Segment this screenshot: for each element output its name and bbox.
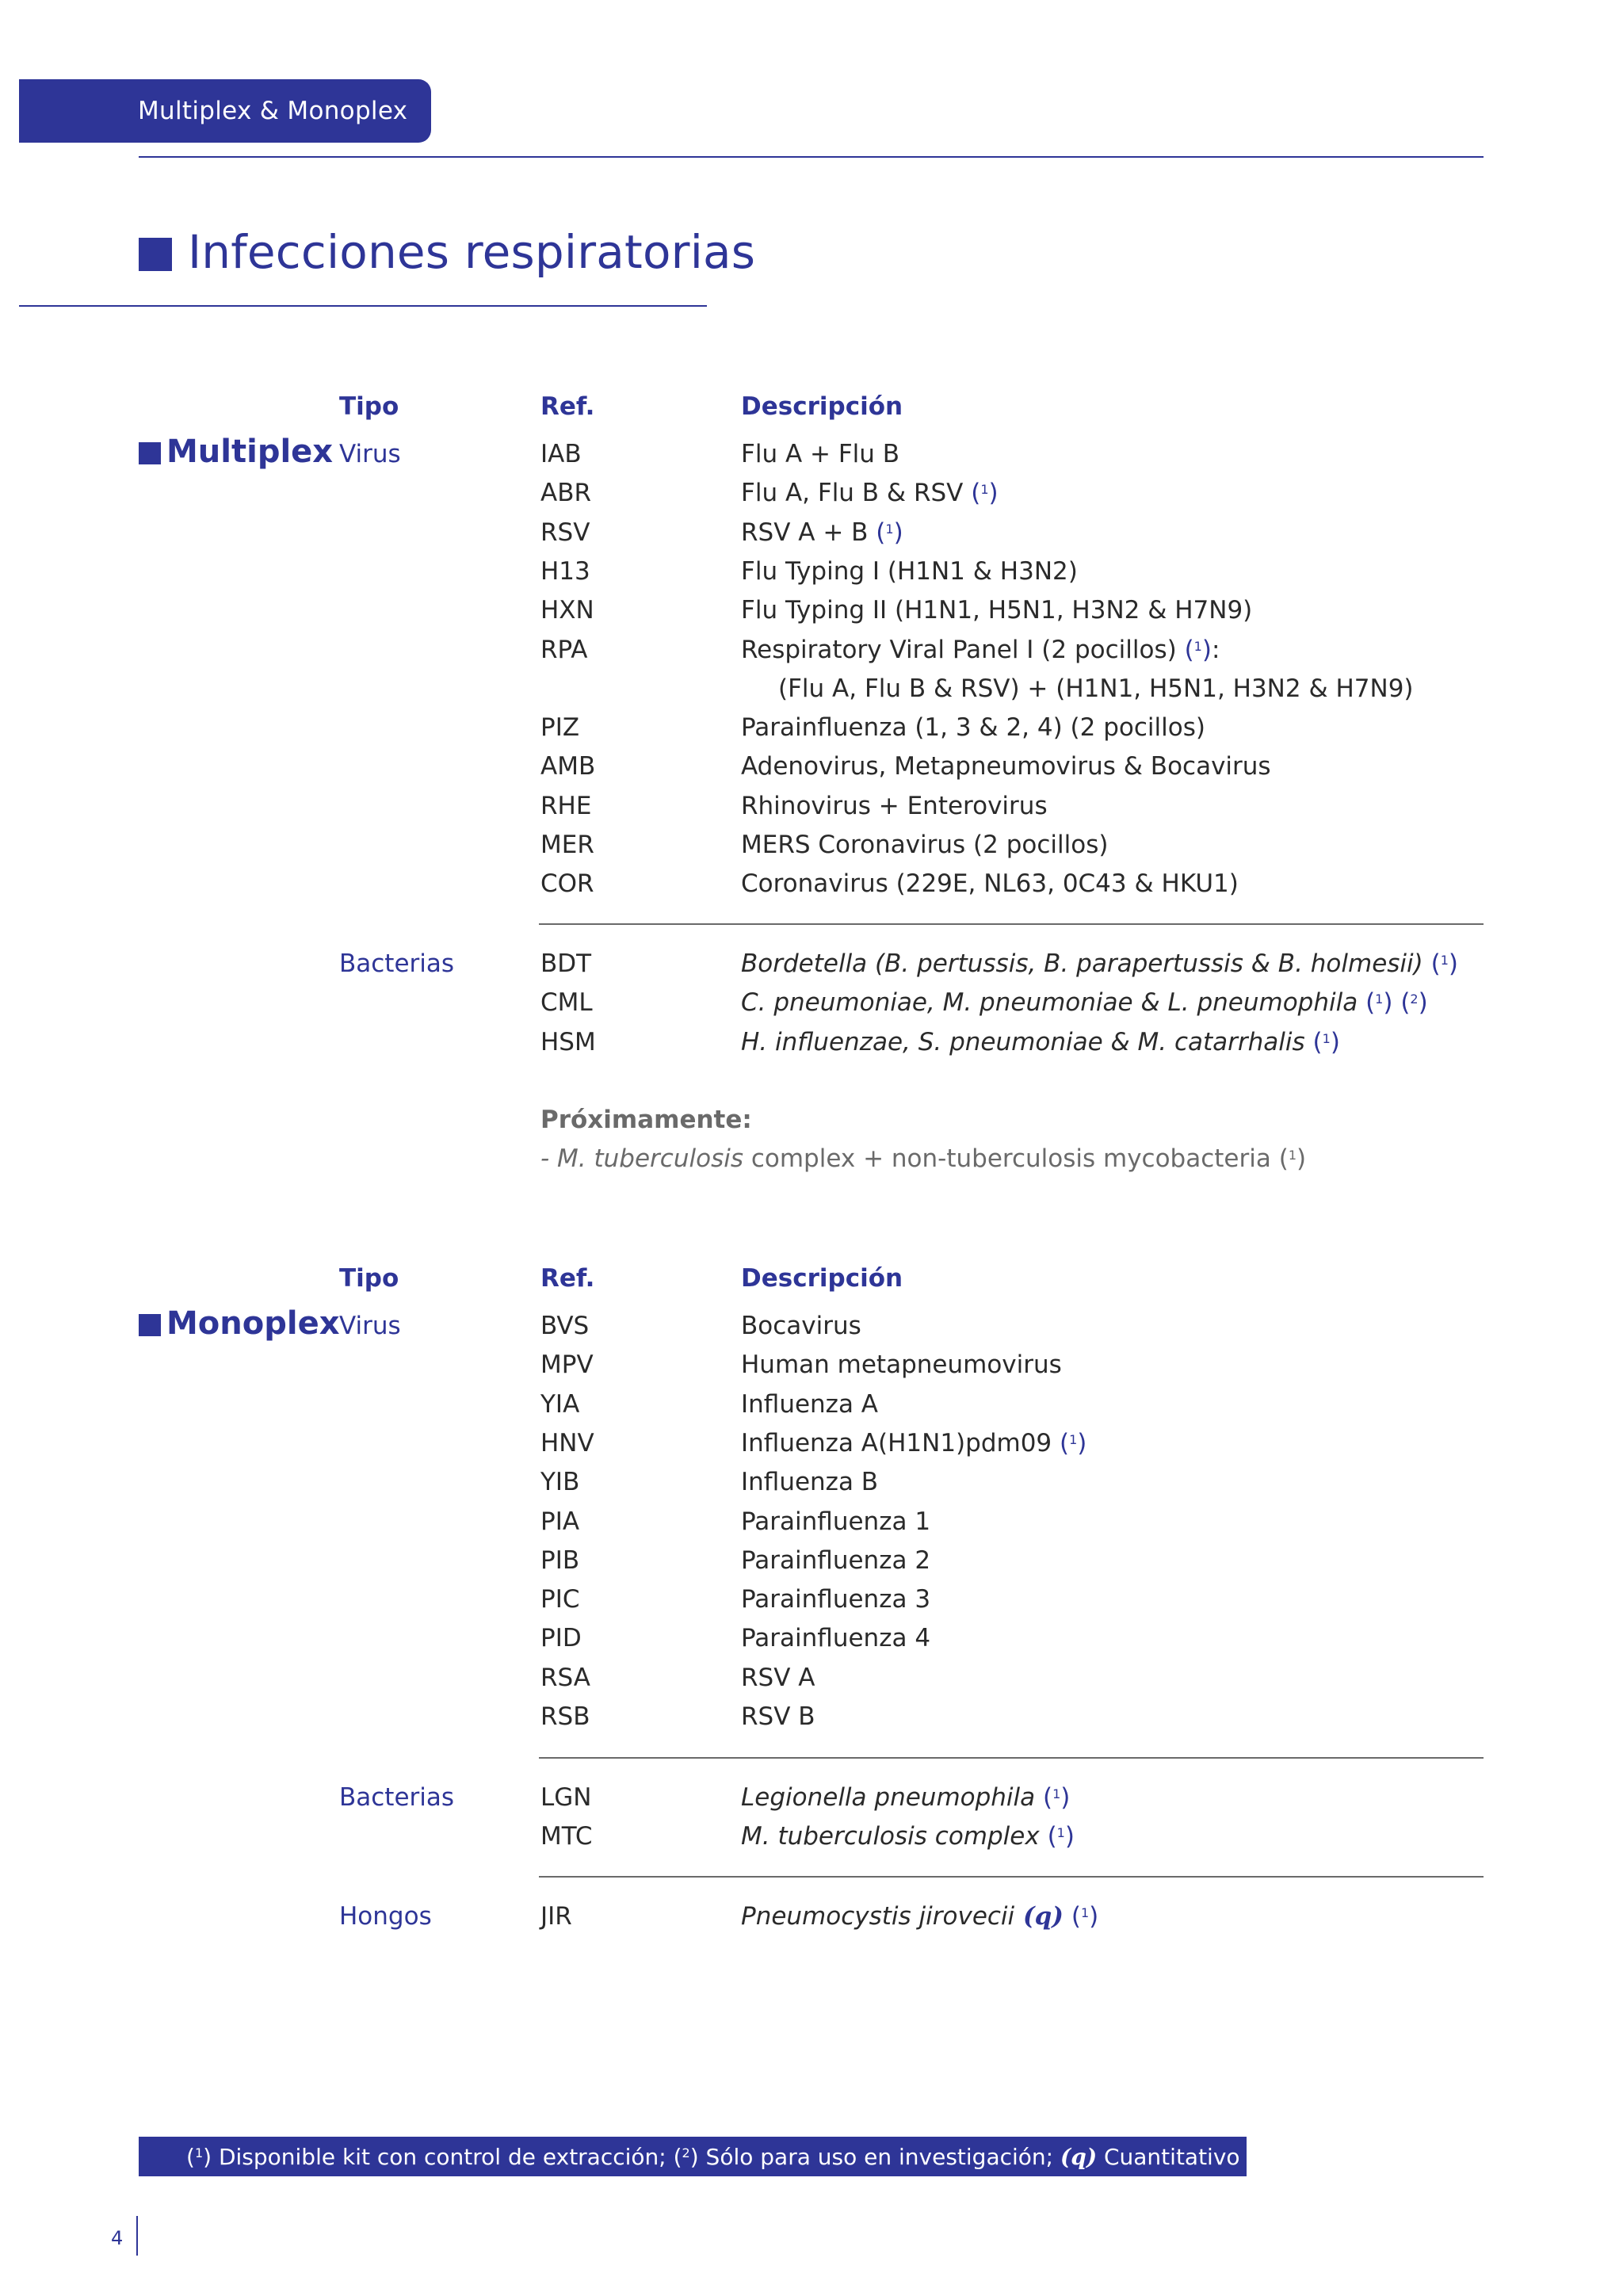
- description: Parainfluenza 2: [741, 1545, 931, 1575]
- table-row: [0, 557, 1623, 596]
- ref-code: RSB: [540, 1702, 590, 1731]
- table-row: [0, 869, 1623, 908]
- soon-label: Próximamente:: [540, 1106, 752, 1134]
- monoplex-divider-2: [539, 1876, 1484, 1878]
- ref-code: COR: [540, 869, 594, 899]
- table-row: [0, 1350, 1623, 1389]
- table-row: [0, 479, 1623, 518]
- description: Flu A + Flu B: [741, 440, 900, 468]
- ref-code: PIZ: [540, 713, 580, 743]
- footnote-ref: ($^1$): [1176, 635, 1212, 664]
- table-row: [0, 752, 1623, 791]
- description: C. pneumoniae, M. pneumoniae & L. pneumophila ($^1$) ($^2$): [741, 988, 1428, 1018]
- ref-code: BDT: [540, 949, 592, 978]
- page-number: 4: [111, 2227, 124, 2249]
- table-row: [0, 988, 1623, 1027]
- description: Flu Typing II (H1N1, H5N1, H3N2 & H7N9): [741, 596, 1253, 625]
- col-header-tipo: Tipo: [339, 1264, 399, 1293]
- footnote-text: ($^1$) Disponible kit con control de extracción; ($^2$) Sólo para uso en investigación; (q) Cuantitativo: [186, 2144, 1240, 2170]
- description: Influenza B: [741, 1468, 879, 1497]
- page-number-bar: [136, 2216, 138, 2256]
- description: RSV A + B ($^1$): [741, 518, 903, 547]
- table-row: [0, 636, 1623, 674]
- ref-code: HXN: [540, 596, 594, 625]
- section-tab: [19, 79, 431, 143]
- soon-item: - M. tuberculosis complex + non-tuberculosis mycobacteria ($^1$): [540, 1144, 1307, 1173]
- table-row: [0, 1429, 1623, 1468]
- footnote-ref: ($^1$): [1035, 1783, 1071, 1812]
- ref-code: HNV: [540, 1428, 594, 1457]
- description: MERS Coronavirus (2 pocillos): [741, 831, 1109, 859]
- footnote-ref: ($^1$): [1358, 988, 1393, 1018]
- monoplex-divider-1: [539, 1757, 1484, 1759]
- table-row: [0, 949, 1623, 988]
- description: Flu A, Flu B & RSV ($^1$): [741, 479, 999, 508]
- footnote-ref: ($^1$): [1063, 1902, 1099, 1931]
- multiplex-title: Multiplex: [166, 434, 334, 470]
- ref-code: MER: [540, 831, 594, 859]
- footnote-ref: ($^1$): [868, 518, 903, 547]
- table-row: [0, 674, 1623, 713]
- multiplex-bacterias-label: Bacterias: [339, 949, 455, 978]
- description: Bocavirus: [741, 1312, 861, 1340]
- description: Respiratory Viral Panel I (2 pocillos) ($^1$):: [741, 635, 1220, 664]
- table-row: [0, 1312, 1623, 1350]
- description: Parainfluenza 3: [741, 1585, 931, 1614]
- ref-code: LGN: [540, 1783, 592, 1812]
- description: Rhinovirus + Enterovirus: [741, 791, 1048, 820]
- footnote-ref: ($^1$): [1039, 1822, 1075, 1851]
- multiplex-divider: [539, 923, 1484, 925]
- header-rule: [139, 156, 1484, 158]
- description: H. influenzae, S. pneumoniae & M. catarrhalis ($^1$): [741, 1027, 1340, 1056]
- table-row: [0, 1664, 1623, 1702]
- monoplex-virus-label: Virus: [339, 1312, 401, 1340]
- ref-code: HSM: [540, 1027, 596, 1056]
- col-header-descripcion: Descripción: [741, 392, 903, 421]
- description: Parainfluenza (1, 3 & 2, 4) (2 pocillos): [741, 713, 1205, 743]
- description: Coronavirus (229E, NL63, 0C43 & HKU1): [741, 869, 1239, 899]
- ref-code: BVS: [540, 1312, 590, 1340]
- table-row: [0, 792, 1623, 831]
- col-header-descripcion: Descripción: [741, 1264, 903, 1293]
- table-row: [0, 518, 1623, 557]
- ref-code: YIA: [540, 1389, 580, 1419]
- table-row: [0, 1028, 1623, 1067]
- description: Parainfluenza 1: [741, 1507, 931, 1536]
- description: Parainfluenza 4: [741, 1624, 931, 1653]
- description: Adenovirus, Metapneumovirus & Bocavirus: [741, 752, 1271, 781]
- description: RSV A: [741, 1663, 815, 1692]
- title-bullet-icon: [139, 238, 172, 271]
- ref-code: IAB: [540, 440, 582, 468]
- ref-code: CML: [540, 988, 593, 1018]
- table-row: [0, 596, 1623, 635]
- col-header-ref: Ref.: [540, 1264, 595, 1293]
- footnote-ref: ($^2$): [1392, 988, 1428, 1018]
- table-row: [0, 1507, 1623, 1546]
- description: Bordetella (B. pertussis, B. parapertussis & B. holmesii) ($^1$): [741, 949, 1458, 978]
- ref-code: RSV: [540, 518, 590, 547]
- table-row: [0, 1902, 1623, 1941]
- footnote-ref: ($^1$): [1304, 1027, 1340, 1056]
- ref-code: MPV: [540, 1350, 594, 1380]
- monoplex-hongos-label: Hongos: [339, 1902, 432, 1931]
- table-row: [0, 1585, 1623, 1624]
- col-header-ref: Ref.: [540, 392, 595, 421]
- table-row: [0, 1624, 1623, 1663]
- ref-code: AMB: [540, 752, 596, 781]
- footnote-ref: ($^1$): [1052, 1428, 1087, 1457]
- multiplex-virus-label: Virus: [339, 440, 401, 468]
- ref-code: PID: [540, 1624, 582, 1653]
- footnote-ref: ($^1$): [1423, 949, 1458, 978]
- footnote-bar: [139, 2137, 1247, 2176]
- monoplex-bacterias-label: Bacterias: [339, 1783, 455, 1812]
- ref-code: RPA: [540, 635, 588, 664]
- ref-code: MTC: [540, 1822, 593, 1851]
- description: Human metapneumovirus: [741, 1350, 1062, 1380]
- table-row: [0, 440, 1623, 479]
- description: RSV B: [741, 1702, 815, 1731]
- ref-code: RSA: [540, 1663, 590, 1692]
- ref-code: RHE: [540, 791, 592, 820]
- ref-code: PIA: [540, 1507, 580, 1536]
- description: (Flu A, Flu B & RSV) + (H1N1, H5N1, H3N2 & H7N9): [778, 674, 1414, 703]
- ref-code: JIR: [540, 1902, 572, 1931]
- ref-code: PIC: [540, 1585, 580, 1614]
- description: Flu Typing I (H1N1 & H3N2): [741, 556, 1078, 586]
- ref-code: H13: [540, 556, 590, 586]
- ref-code: ABR: [540, 479, 592, 508]
- page-title: Infecciones respiratorias: [188, 225, 756, 279]
- title-rule: [19, 305, 707, 307]
- table-row: [0, 1390, 1623, 1429]
- table-row: [0, 1702, 1623, 1741]
- description: Legionella pneumophila ($^1$): [741, 1783, 1071, 1812]
- section-tab-label: Multiplex & Monoplex: [138, 97, 408, 125]
- footnote-ref: ($^1$): [963, 479, 999, 508]
- table-row: [0, 1546, 1623, 1585]
- table-row: [0, 831, 1623, 869]
- col-header-tipo: Tipo: [339, 392, 399, 421]
- monoplex-title: Monoplex: [166, 1305, 340, 1342]
- description: Pneumocystis jirovecii (q) ($^1$): [741, 1902, 1099, 1931]
- table-row: [0, 713, 1623, 752]
- ref-code: PIB: [540, 1545, 580, 1575]
- table-row: [0, 1783, 1623, 1822]
- quantitative-mark: (q): [1014, 1902, 1064, 1931]
- description: Influenza A(H1N1)pdm09 ($^1$): [741, 1428, 1087, 1457]
- ref-code: YIB: [540, 1468, 580, 1497]
- table-row: [0, 1822, 1623, 1861]
- description: Influenza A: [741, 1389, 879, 1419]
- table-row: [0, 1468, 1623, 1507]
- description: M. tuberculosis complex ($^1$): [741, 1822, 1075, 1851]
